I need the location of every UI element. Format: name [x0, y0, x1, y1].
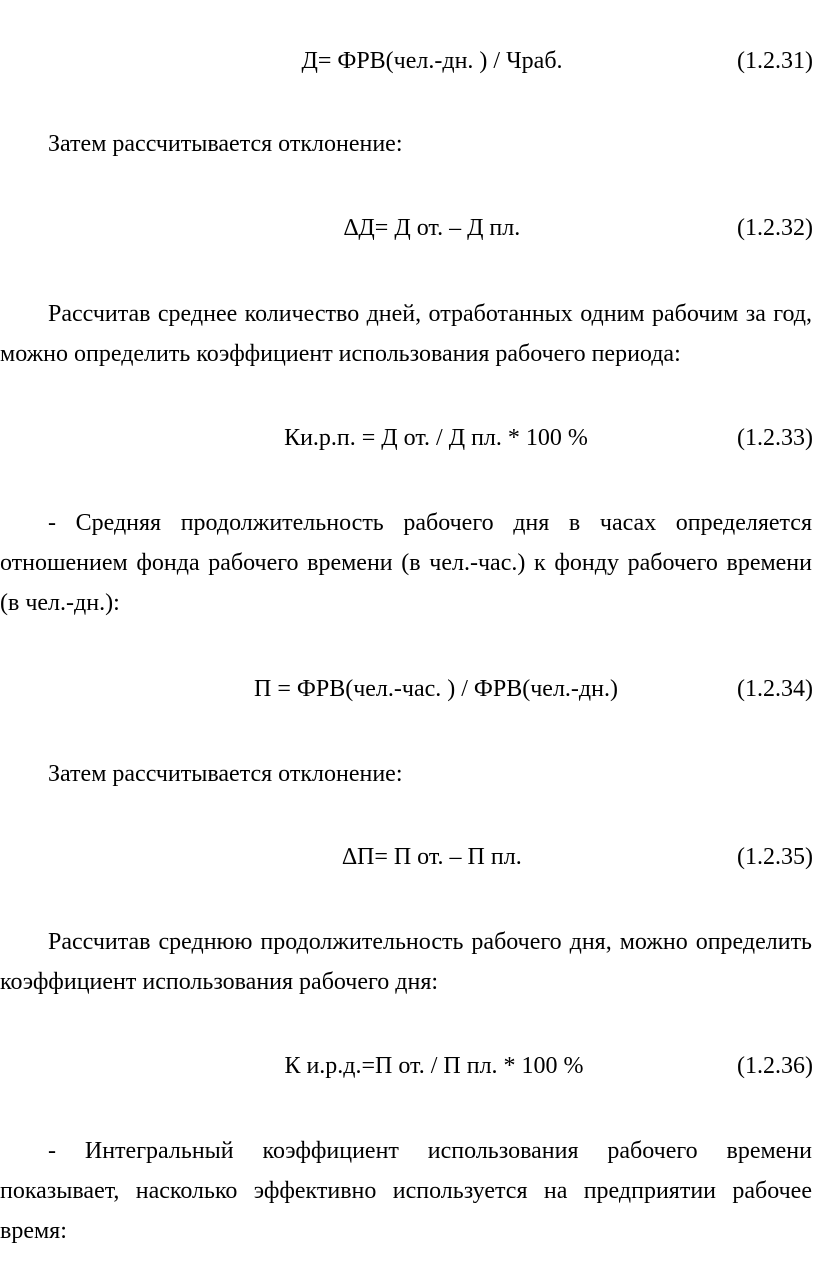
- formula-1-2-36: [0, 1049, 816, 1083]
- paragraph-line: Затем рассчитывается отклонение:: [48, 131, 403, 157]
- paragraph-line: коэффициент использования рабочего дня:: [0, 969, 439, 995]
- paragraph-line: Рассчитав среднее количество дней, отработанных одним рабочим за год,: [48, 301, 812, 327]
- paragraph-deviation-1: [0, 124, 812, 164]
- formula-number: (1.2.31): [737, 48, 813, 74]
- formula-number: (1.2.33): [737, 425, 813, 451]
- formula-1-2-35: [0, 840, 816, 874]
- formula-number: (1.2.36): [737, 1053, 813, 1079]
- paragraph-integral-coefficient: [0, 1131, 812, 1251]
- paragraph-line: - Средняя продолжительность рабочего дня в часах определяется: [48, 510, 812, 536]
- formula-number: (1.2.34): [737, 676, 813, 702]
- formula-number: (1.2.35): [737, 844, 813, 870]
- formula-1-2-32: [0, 211, 816, 245]
- paragraph-line: отношением фонда рабочего времени (в чел.-час.) к фонду рабочего времени: [0, 550, 812, 576]
- paragraph-line: Рассчитав среднюю продолжительность рабочего дня, можно определить: [48, 929, 812, 955]
- formula-1-2-34: [0, 672, 816, 706]
- formula-1-2-33: [0, 421, 816, 455]
- formula-expression: ∆Д= Д от. – Д пл.: [343, 215, 521, 241]
- paragraph-avg-duration: [0, 503, 812, 623]
- paragraph-work-period: [0, 294, 812, 374]
- paragraph-line: показывает, насколько эффективно используется на предприятии рабочее: [0, 1178, 812, 1204]
- formula-1-2-31: [0, 44, 816, 78]
- paragraph-line: Затем рассчитывается отклонение:: [48, 761, 403, 787]
- paragraph-line: - Интегральный коэффициент использования рабочего времени: [48, 1138, 812, 1164]
- paragraph-work-day: [0, 922, 812, 1002]
- paragraph-deviation-2: [0, 754, 812, 794]
- formula-expression: Ки.р.п. = Д от. / Д пл. * 100 %: [284, 425, 588, 451]
- paragraph-line: можно определить коэффициент использования рабочего периода:: [0, 341, 681, 367]
- formula-number: (1.2.32): [737, 215, 813, 241]
- formula-expression: ∆П= П от. – П пл.: [342, 844, 522, 870]
- paragraph-line: (в чел.-дн.):: [0, 590, 120, 616]
- formula-expression: Д= ФРВ(чел.-дн. ) / Чраб.: [301, 48, 563, 74]
- formula-expression: К и.р.д.=П от. / П пл. * 100 %: [284, 1053, 584, 1079]
- paragraph-line: время:: [0, 1218, 67, 1244]
- formula-expression: П = ФРВ(чел.-час. ) / ФРВ(чел.-дн.): [254, 676, 618, 702]
